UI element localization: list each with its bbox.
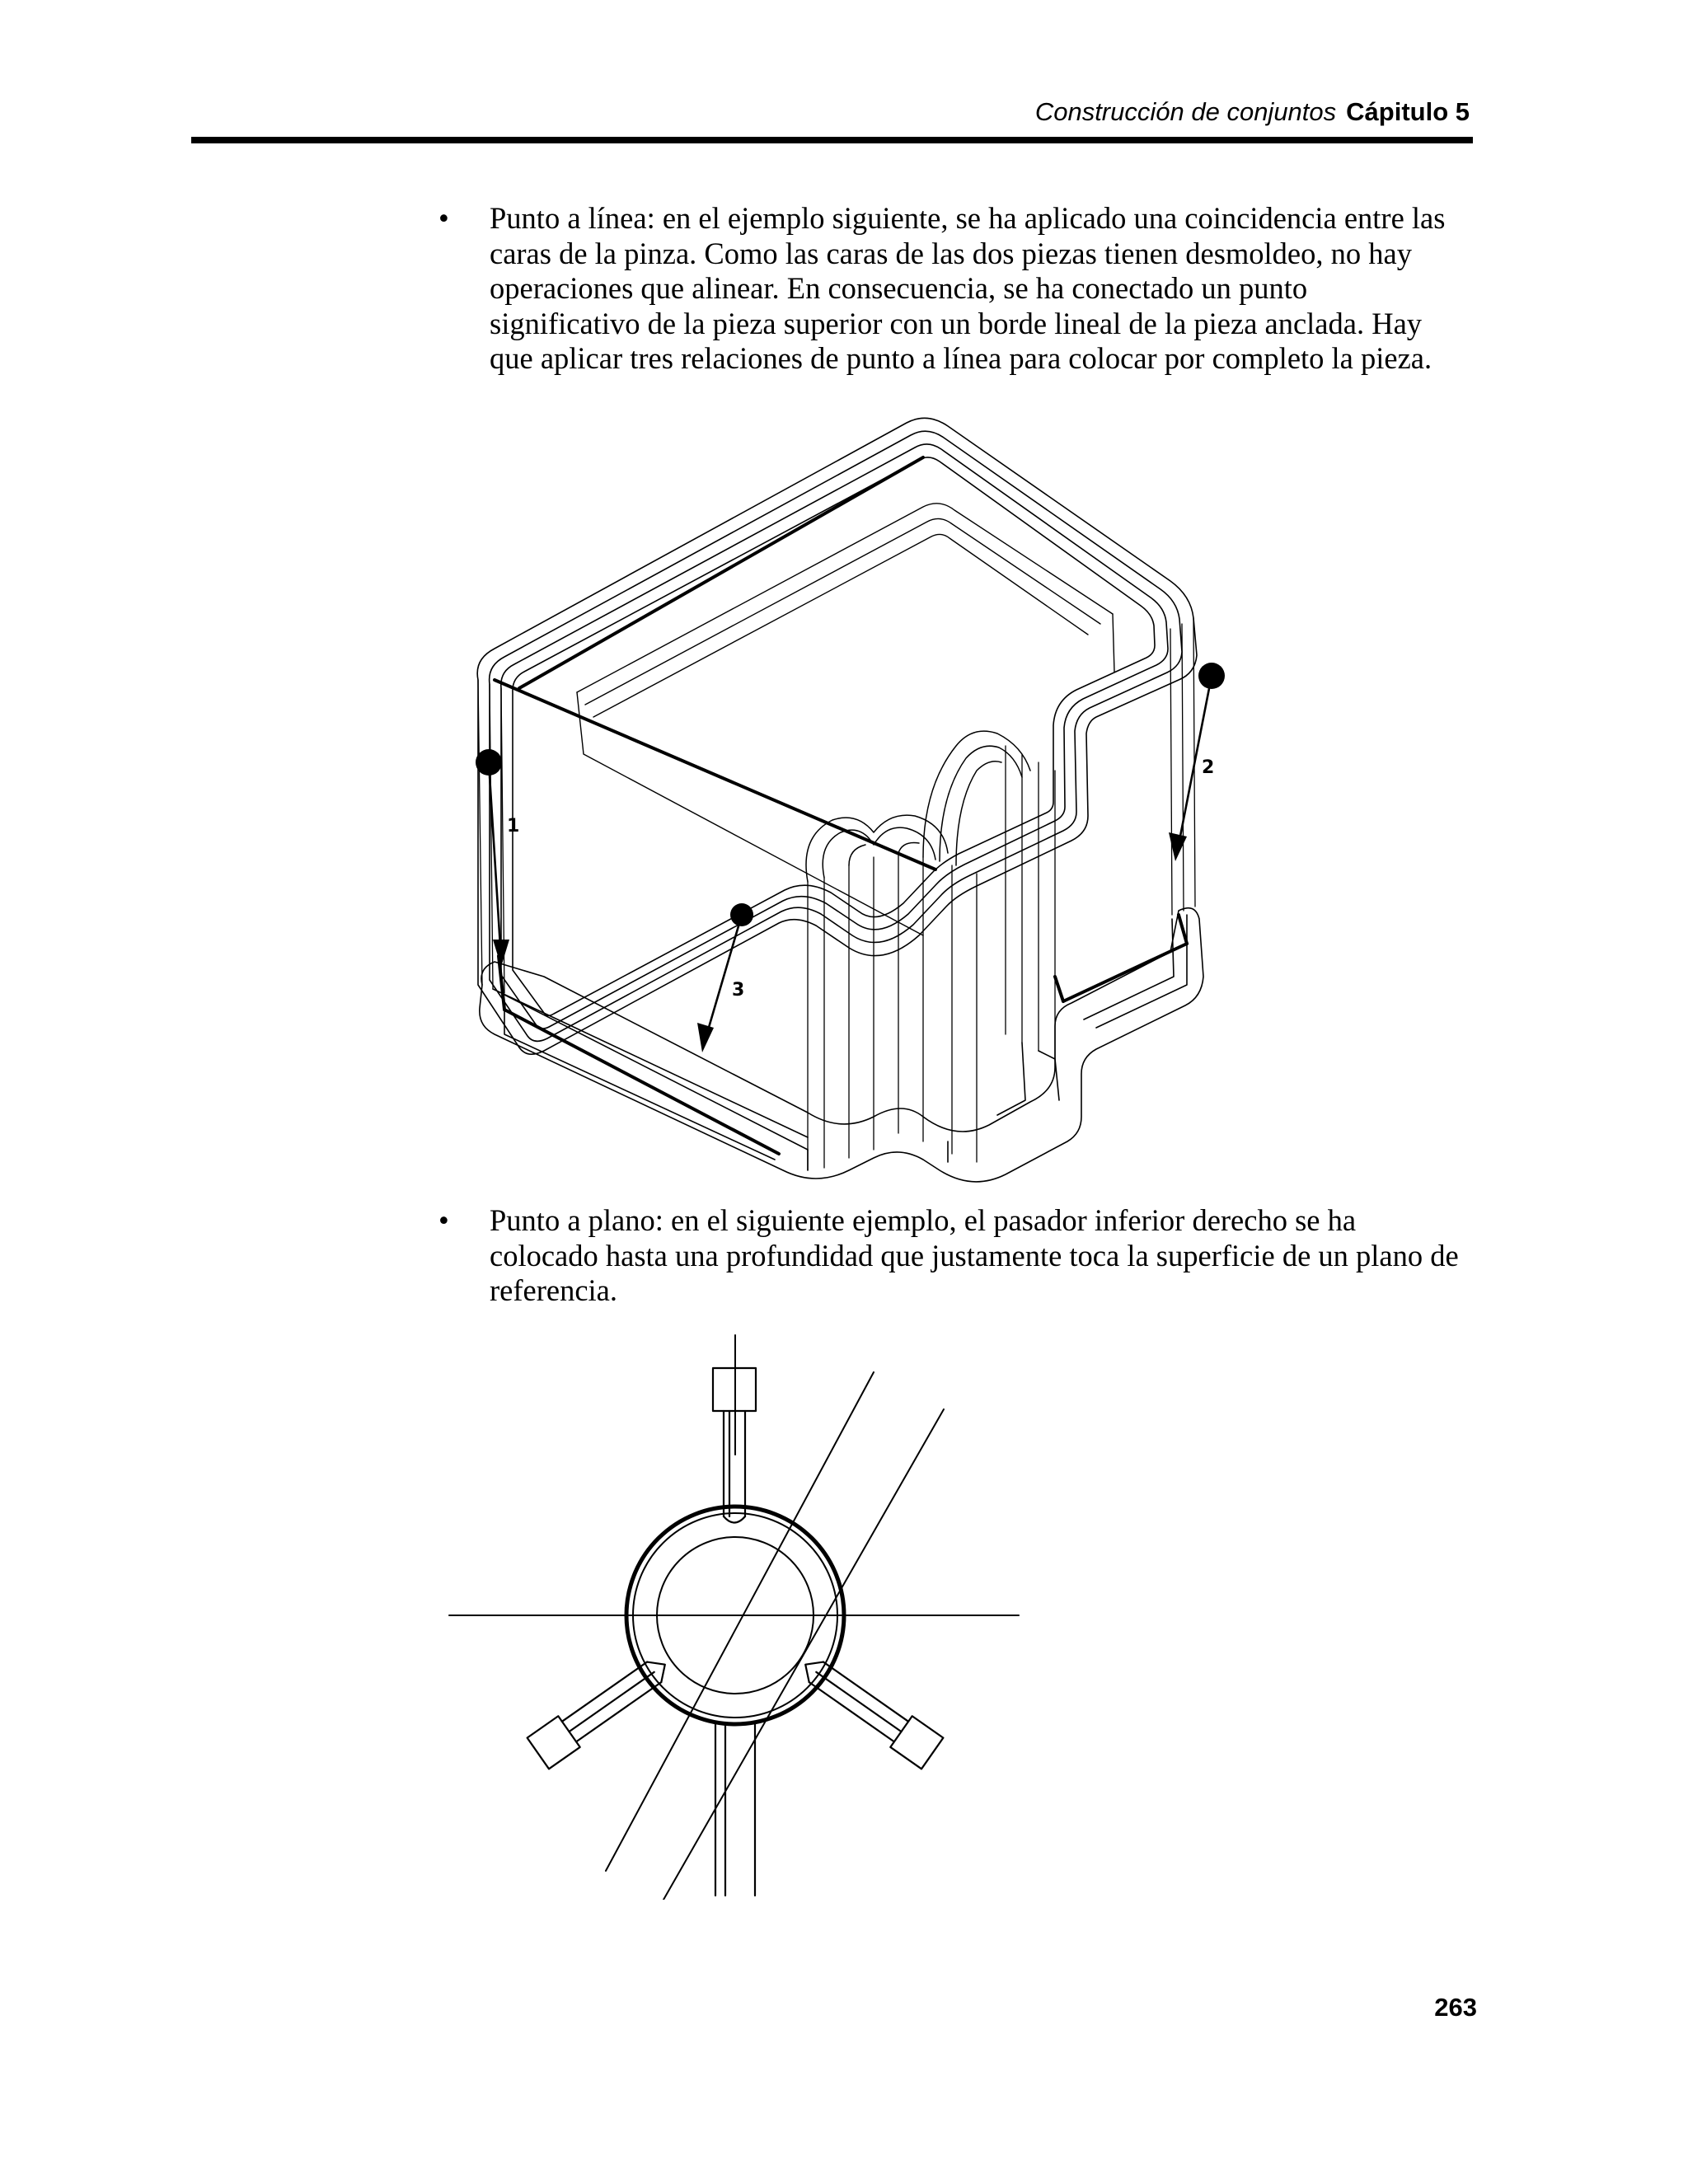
paragraph-line: significativo de la pieza superior con un borde lineal de la pieza anclada. Hay	[490, 306, 1423, 340]
connection-point-2	[1198, 663, 1225, 689]
wireframe-assembly-figure	[462, 408, 1253, 1183]
connection-point-1	[476, 749, 502, 776]
bottom-part-outline	[480, 908, 1203, 1182]
chapter-title: Construcción de conjuntos	[1034, 97, 1337, 126]
arrow-lines	[489, 676, 1215, 1044]
bullet-paragraph	[490, 201, 1479, 377]
bullet-marker: •	[438, 201, 449, 235]
paragraph-line: referencia.	[490, 1273, 617, 1307]
wireframe-drawing	[462, 408, 1253, 1183]
pin-plane-figure	[445, 1331, 1022, 1900]
lower-right-pin	[795, 1649, 943, 1769]
chapter-number: Cápitulo 5	[1346, 97, 1470, 126]
header-text	[1035, 97, 1470, 127]
arrow-label-1: 1	[507, 816, 520, 837]
arrow-label-3: 3	[732, 980, 745, 1001]
lower-left-pin	[528, 1649, 676, 1769]
selected-edges	[495, 457, 1187, 1154]
bullet-paragraph	[490, 1203, 1479, 1309]
paragraph-line: que aplicar tres relaciones de punto a línea para colocar por completo la pieza.	[490, 341, 1432, 375]
reference-plane-edge-2	[663, 1409, 944, 1900]
bullet-marker: •	[438, 1203, 449, 1237]
paragraph-line: colocado hasta una profundidad que justamente toca la superficie de un plano de	[490, 1238, 1459, 1272]
top-part-pocket	[577, 504, 1114, 935]
connection-point-3	[730, 903, 753, 926]
bullet-point-to-plane	[438, 1203, 1477, 1310]
arrowhead-3	[697, 1023, 714, 1052]
reference-plane-edge-1	[606, 1372, 874, 1871]
top-part-outline	[477, 418, 1197, 1054]
header-rule	[191, 137, 1473, 143]
arrow-label-2: 2	[1202, 757, 1215, 778]
paragraph-line: caras de la pinza. Como las caras de las dos piezas tienen desmoldeo, no hay	[490, 236, 1412, 270]
running-header	[191, 97, 1473, 143]
central-boss	[806, 731, 1030, 882]
page-number: 263	[1434, 1993, 1477, 2022]
pin-plane-drawing	[445, 1331, 1022, 1900]
vertical-edges	[478, 618, 1195, 1170]
paragraph-line: operaciones que alinear. En consecuencia, se ha conectado un punto	[490, 271, 1308, 305]
bullet-point-to-line	[438, 201, 1477, 378]
paragraph-line: Punto a línea: en el ejemplo siguiente, se ha aplicado una coincidencia entre las	[490, 201, 1446, 235]
connection-points	[476, 663, 1225, 926]
paragraph-line: Punto a plano: en el siguiente ejemplo, el pasador inferior derecho se ha	[490, 1203, 1357, 1237]
